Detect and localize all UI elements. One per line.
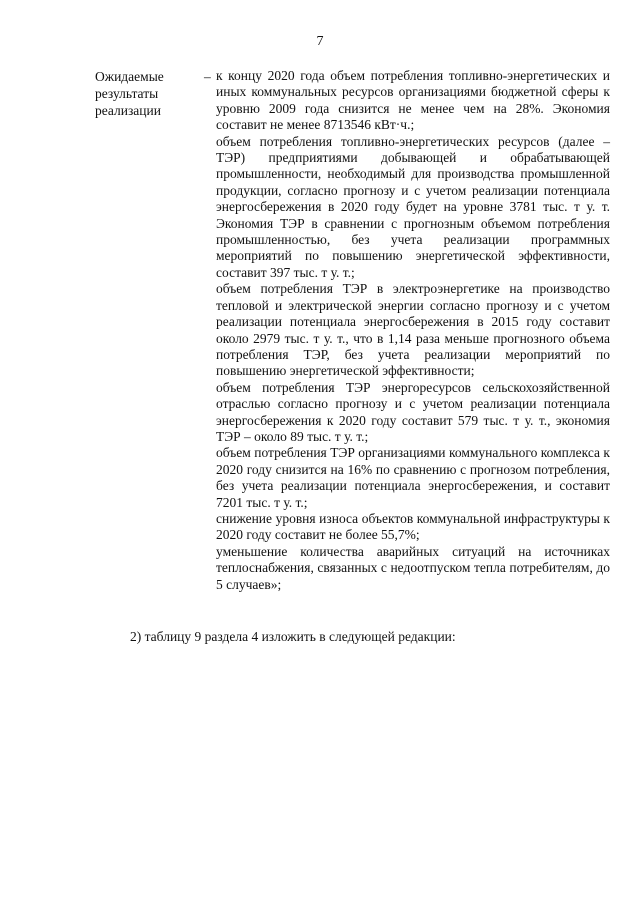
result-item-4: объем потребления ТЭР энергоресурсов сельскохозяйственной отраслью согласно прогнозу и с учетом реализации потенциала энергосбережения к 2020 году составит 579 тыс. т у. т., экономия ТЭР – около 89 тыс. т у. т.;	[216, 379, 610, 444]
list-dash: –	[204, 69, 211, 84]
instruction-line: 2) таблицу 9 раздела 4 изложить в следующей редакции:	[130, 629, 456, 644]
section-label: Ожидаемые результаты реализации	[95, 69, 164, 118]
results-list	[216, 68, 610, 593]
result-item-7: уменьшение количества аварийных ситуаций на источниках теплоснабжения, связанных с недоотпуском тепла потребителям, до 5 случаев»;	[216, 543, 610, 592]
result-item-2: объем потребления топливно-энергетических ресурсов (далее – ТЭР) предприятиями добывающей и обрабатывающей промышленности, необходимый для производства промышленной продукции, согласно прогнозу и с учетом реализации потенциала энергосбережения в 2020 году будет на уровне 3781 тыс. т у. т. Экономия ТЭР в сравнении с прогнозным объемом потребления промышленностью, без учета реализации программных мероприятий по повышению энергетической эффективности, составит 397 тыс. т у. т.;	[216, 133, 610, 280]
result-item-6: снижение уровня износа объектов коммунальной инфраструктуры к 2020 году составит не более 55,7%;	[216, 510, 610, 543]
page-number: 7	[316, 34, 324, 49]
result-item-1: к концу 2020 года объем потребления топливно-энергетических и иных коммунальных ресурсов организациями бюджетной сферы к уровню 2009 года снизится не менее чем на 28%. Экономия составит не менее 8713546 кВт·ч.;	[216, 68, 610, 133]
result-item-5: объем потребления ТЭР организациями коммунального комплекса к 2020 году снизится на 16% по сравнению с прогнозом потребления, без учета реализации потенциала энергосбережения, и составит 7201 тыс. т у. т.;	[216, 445, 610, 510]
result-item-3: объем потребления ТЭР в электроэнергетике на производство тепловой и электрической энергии согласно прогнозу и с учетом реализации потенциала энергосбережения в 2015 году составит около 2979 тыс. т у. т., что в 1,14 раза меньше прогнозного объема потребления ТЭР, без учета реализации мероприятий по повышению энергетической эффективности;	[216, 281, 610, 379]
